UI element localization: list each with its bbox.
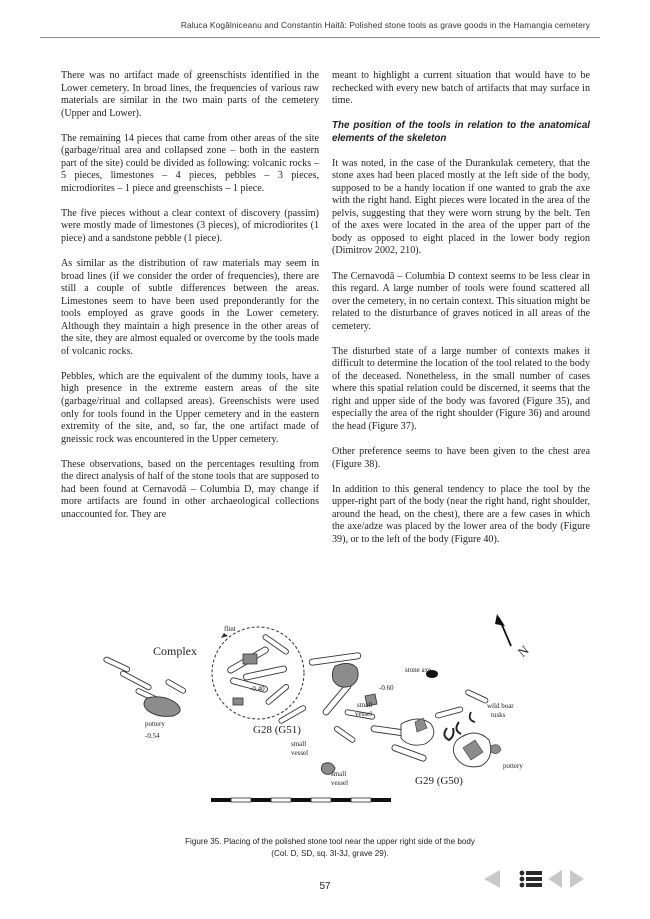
small-vessel-label: vessel [291,749,309,757]
paragraph: Pebbles, which are the equivalent of the dummy tools, have a high presence in the extreme eastern areas of the site (garbage/ritual and collapsed areas). Greenschists were used only for tools found in the Upper cemetery and in the eastern extremity of the site, and, so far, the one artifact made of gneissic rock was encountered in the Upper cemetery. [61,370,319,445]
paragraph: Other preference seems to have been given to the chest area (Figure 38). [332,446,590,470]
paragraph: The remaining 14 pieces that came from other areas of the site (garbage/ritual area and collapsed zone – both in the eastern part of the site) could be divided as following: volcanic rocks – 5 pieces, limestones – 4 pieces, pebbles – 3 pieces, microdiorites – 1 piece and greenschists – 1 piece. [61,132,319,194]
depth-label: -0.54 [145,732,160,740]
paragraph: The disturbed state of a large number of contexts makes it difficult to determine the location of the tool related to the body of the deceased. Nonetheless, in the small number of cases where this spatial relation could be discerned, it seems that the right and upper side of the body was favored (Figure 35), and especially the area of the right shoulder (Figure 36) and around the head (Figure 37). [332,345,590,433]
paragraph: The five pieces without a clear context of discovery (passim) were mostly made of limestones (3 pieces), of microdiorites (1 piece) and a sandstone pebble (1 piece). [61,207,319,245]
grave-plan-drawing [95,600,565,818]
depth-label: -0.40 [250,685,265,693]
caption-line: (Col. D, SD, sq. 3I-3J, grave 29). [271,849,389,858]
paragraph: The Cernavodă – Columbia D context seems to be less clear in this regard. A large number of tools were found scattered all over the cemetery, in no certain context. This situation might be related to the disturbance of graves noticed in all areas of the cemetery. [332,270,590,332]
small-vessel-g28 [332,663,358,687]
running-head: Raluca Kogălniceanu and Constantin Haită: Polished stone tools as grave goods in the Hamangia cemetery [180,20,590,30]
grave-label-g28: G28 (G51) [253,724,301,736]
pottery-label-left: pottery [145,720,165,728]
north-arrow-head [495,614,505,626]
pottery-sherd-left [144,697,180,717]
wild-boar-label: tusks [491,711,506,719]
small-vessel-label: small [291,740,307,748]
small-vessel-label: small [331,770,347,778]
paragraph: There was no artifact made of greenschists identified in the Lower cemetery. In broad lines, the frequencies of various raw materials are similar in the two main parts of the cemetery (Upper and Lower). [61,70,319,119]
section-heading: The position of the tools in relation to the anatomical elements of the skeleton [332,120,590,144]
header-rule [40,37,600,38]
page-navigation [478,864,598,894]
pottery-label-right: pottery [503,762,523,770]
wild-boar-tusk [444,728,453,740]
north-label: N [514,642,532,660]
prev-page-icon[interactable] [484,870,500,888]
right-column [332,70,590,559]
left-column [61,70,319,534]
nav-icons [478,864,598,894]
pottery-right-shard [491,745,501,754]
stone-axe-label: stone axe [405,666,432,674]
wild-boar-tusk [456,722,461,734]
paragraph: It was noted, in the case of the Durankulak cemetery, that the stone axes had been placed mostly at the left side of the body, supposed to be a handy location if one wanted to grab the axe with the right hand. Eight pieces were located in the area of the pelvis, suggesting that they were worn strung by the belt. Ten of the axes were located in the area of the upper part of the body as opposed to eight placed in the lower body region (Dimitrov 2002, 210). [332,157,590,257]
small-vessel-label: vessel [331,779,349,787]
paragraph: In addition to this general tendency to place the tool by the upper-right part of the body (near the right hand, right shoulder, around the head, on the chest), there are a few cases in which the axe/adze was placed by the lower area of the body (Figure 39), or to the left of the body (Figure 40). [332,483,590,545]
figure-caption [90,836,570,860]
next-icon[interactable] [570,870,584,888]
grave-label-g29: G29 (G50) [415,775,463,787]
flint-piece [221,633,228,638]
small-vessel-label: vessel [355,710,373,718]
complex-fragment [243,654,257,664]
contents-icon[interactable] [520,871,542,888]
small-vessel-label: small [357,701,373,709]
depth-label: -0.60 [379,684,394,692]
paragraph: meant to highlight a current situation that would have to be rechecked with every new batch of artifacts that may surface in time. [332,70,590,107]
page-number: 57 [319,881,331,892]
complex-label: Complex [153,644,197,658]
figure-35-grave-plan [95,600,565,818]
complex-bones [227,634,290,706]
flint-label: flint [224,625,236,633]
complex-fragment [233,698,243,705]
wild-boar-label: wild boar [487,702,514,710]
wild-boar-tusk [470,712,475,722]
paragraph: These observations, based on the percentages resulting from the direct analysis of half of the stone tools that are supposed to had been found at Cernavodă – Columbia D, may change if more artifacts are found in other archaeological collections unaccounted for. They are [61,458,319,520]
scale-bar [211,798,391,802]
previous-icon[interactable] [548,870,562,888]
paragraph: As similar as the distribution of raw materials may seem in broad lines (if we consider the order of frequencies), there are still a couple of subtle differences between the areas. Limestones seem to have been used preponderantly for the tools employed as grave goods in the Lower cemetery. Although they maintain a high presence in the other areas of the site, they are almost equaled or overcome by the tools made of volcanic rocks. [61,258,319,357]
caption-line: Figure 35. Placing of the polished stone tool near the upper right side of the body [185,837,475,846]
